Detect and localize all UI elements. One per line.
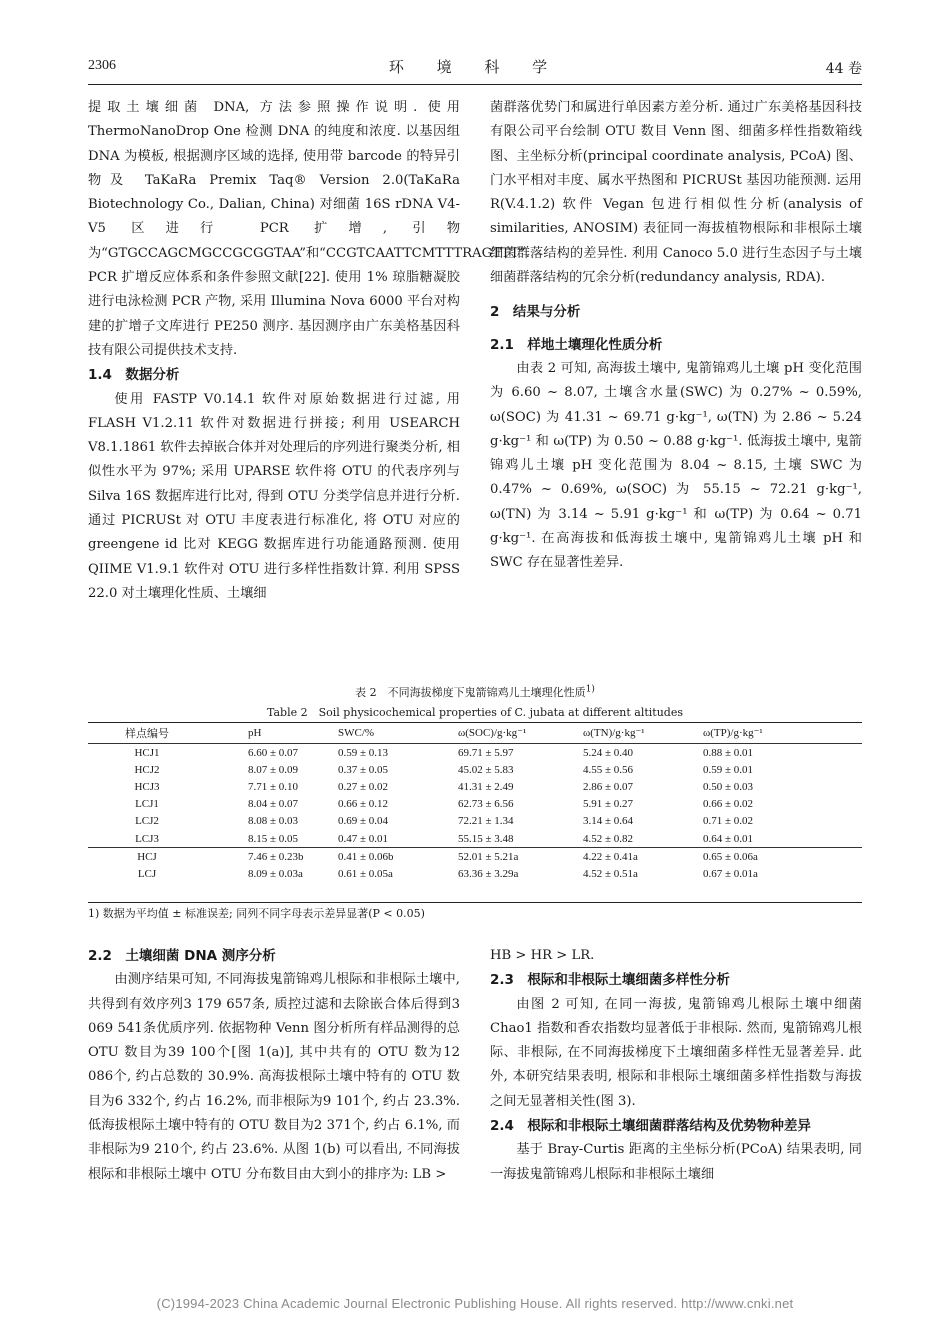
paragraph: 由测序结果可知, 不同海拔鬼箭锦鸡儿根际和非根际土壤中, 共得到有效序列3 179 657条, 质控过滤和去除嵌合体后得到3 069 541条优质序列. 依据物种 Venn 图分析所有样品测得的总 OTU 数目为39 100个[图 1(a)], 其中共有的 OTU 数为12 086个, 约占总数的 30.9%. 高海拔根际土壤中特有的 OTU 数目为6 332个, 约占 16.2%, 而非根际为9 101个, 约占 23.3%. 低海拔根际土壤中特有的 OTU 数目为2 371个, 约占 6.1%, 而非根际为9 210个, 约占 23.6%. 从图 1(b) 可以看出, 不同海拔根际和非根际土壤中 OTU 分布数目由大到小的排序为: LB > xyxy=(88,972,460,1182)
col-header-tp: ω(TP)/g·kg⁻¹ xyxy=(703,727,763,739)
table-caption-en: Table 2 Soil physicochemical properties of C. jubata at different altitudes xyxy=(267,706,683,719)
table-row: LCJ2 8.08 ± 0.03 0.69 ± 0.04 72.21 ± 1.34 3.14 ± 0.64 0.71 ± 0.02 xyxy=(135,815,754,828)
page-number: 2306 xyxy=(88,58,116,73)
paragraph: HB > HR > LR. xyxy=(490,948,595,963)
copyright-footer: (C)1994-2023 China Academic Journal Electronic Publishing House. All rights reserved. http://www.cnki.net xyxy=(156,1296,794,1311)
section-heading-2: 2 结果与分析 xyxy=(490,304,581,321)
header-rule xyxy=(88,84,862,85)
section-heading-2-2: 2.2 土壤细菌 DNA 测序分析 xyxy=(88,948,276,964)
paragraph: 提取土壤细菌 DNA, 方法参照操作说明. 使用 ThermoNanoDrop One 检测 DNA 的纯度和浓度. 以基因组 DNA 为模板, 根据测序区域的选择, 使用带 barcode 的特异引物及 TaKaRa Premix Taq® Version 2.0(TaKaRa Biotechnology Co., Dalian, China) 对细菌 16S rDNA V4-V5 区进行 PCR 扩增, 引物为“GTGCCAGCMGCCGCGGTAA”和“CCGTCAATTCMTTTRAGTTT”. PCR 扩增反应体系和条件参照文献[22]. 使用 1% 琼脂糖凝胶进行电泳检测 PCR 产物, 采用 Illumina Nova 6000 平台对构建的扩增子文库进行 PE250 测序. 基因测序由广东美格基因科技有限公司提供技术支持. xyxy=(88,100,530,358)
col-header-tn: ω(TN)/g·kg⁻¹ xyxy=(583,727,645,739)
col-header-soc: ω(SOC)/g·kg⁻¹ xyxy=(458,727,527,739)
running-header xyxy=(88,56,862,80)
table-row: HCJ 7.46 ± 0.23b 0.41 ± 0.06b 52.01 ± 5.21a 4.22 ± 0.41a 0.65 ± 0.06a xyxy=(88,848,862,866)
paragraph: 由图 2 可知, 在同一海拔, 鬼箭锦鸡儿根际土壤中细菌 Chao1 指数和香农指数均显著低于非根际. 然而, 鬼箭锦鸡儿根际、非根际, 在不同海拔梯度下土壤细菌多样性无显著差异. 此外, 本研究结果表明, 根际和非根际土壤细菌多样性指数与海拔之间无显著相关性(图 3). xyxy=(490,996,862,1109)
table-bottom-rule xyxy=(88,902,862,903)
soil-properties-table xyxy=(88,722,862,883)
table-row: LCJ3 8.15 ± 0.05 0.47 ± 0.01 55.15 ± 3.48 4.52 ± 0.82 0.64 ± 0.01 xyxy=(135,832,754,845)
left-column-lower xyxy=(88,944,460,1187)
col-header-ph: pH xyxy=(248,726,262,739)
paragraph: 使用 FASTP V0.14.1 软件对原始数据进行过滤, 用 FLASH V1.2.11 软件对数据进行拼接; 利用 USEARCH V8.1.1861 软件去掉嵌合体并对处理后的序列进行聚类分析, 相似性水平为 97%; 采用 UPARSE 软件将 OTU 的代表序列与 Silva 16S 数据库进行比对, 得到 OTU 分类学信息并进行分析. 通过 PICRUSt 对 OTU 丰度表进行标准化, 将 OTU 对应的 greengene id 比对 KEGG 数据库进行功能通路预测. 使用 QIIME V1.9.1 软件对 OTU 进行多样性指数计算. 利用 SPSS 22.0 对土壤理化性质、土壤细 xyxy=(88,391,460,601)
paragraph: 菌群落优势门和属进行单因素方差分析. 通过广东美格基因科技有限公司平台绘制 OTU 数目 Venn 图、细菌多样性指数箱线图、主坐标分析(principal coordinate analysis, PCoA) 图、门水平相对丰度、属水平热图和 PICRUSt 基因功能预测. 运用 R(V.4.1.2) 软件 Vegan 包进行相似性分析(analysis of similarities, ANOSIM) 表征同一海拔植物根际和非根际土壤细菌群落结构的差异性. 利用 Canoco 5.0 进行生态因子与土壤细菌群落结构的冗余分析(redundancy analysis, RDA). xyxy=(490,100,862,286)
paragraph: 基于 Bray-Curtis 距离的主坐标分析(PCoA) 结果表明, 同一海拔鬼箭锦鸡儿根际和非根际土壤细 xyxy=(490,1142,862,1182)
volume-label: 44 卷 xyxy=(825,61,862,77)
table-row: LCJ 8.09 ± 0.03a 0.61 ± 0.05a 63.36 ± 3.29a 4.52 ± 0.51a 0.67 ± 0.01a xyxy=(137,867,758,880)
table-row: HCJ3 7.71 ± 0.10 0.27 ± 0.02 41.31 ± 2.49 2.86 ± 0.07 0.50 ± 0.03 xyxy=(134,780,754,793)
section-heading-1-4: 1.4 数据分析 xyxy=(88,367,180,384)
journal-title: 环 境 科 学 xyxy=(388,58,562,76)
col-header-swc: SWC/% xyxy=(338,726,375,739)
right-column-upper xyxy=(490,96,862,576)
section-heading-2-1: 2.1 样地土壤理化性质分析 xyxy=(490,336,663,353)
table-row: HCJ1 6.60 ± 0.07 0.59 ± 0.13 69.71 ± 5.97 5.24 ± 0.40 0.88 ± 0.01 xyxy=(88,744,862,762)
paragraph: 由表 2 可知, 高海拔土壤中, 鬼箭锦鸡儿土壤 pH 变化范围为 6.60 ~ 8.07, 土壤含水量(SWC) 为 0.27% ~ 0.59%, ω(SOC) 为 41.31 ~ 69.71 g·kg⁻¹, ω(TN) 为 2.86 ~ 5.24 g·kg⁻¹ 和 ω(TP) 为 0.50 ~ 0.88 g·kg⁻¹. 低海拔土壤中, 鬼箭锦鸡儿土壤 pH 变化范围为 8.04 ~ 8.15, 土壤 SWC 为 0.47% ~ 0.69%, ω(SOC) 为 55.15 ~ 72.21 g·kg⁻¹, ω(TN) 为 3.14 ~ 5.91 g·kg⁻¹ 和 ω(TP) 为 0.64 ~ 0.71 g·kg⁻¹. 在高海拔和低海拔土壤中, 鬼箭锦鸡儿土壤 pH 和 SWC 存在显著性差异. xyxy=(490,360,862,571)
section-heading-2-3: 2.3 根际和非根际土壤细菌多样性分析 xyxy=(490,972,730,989)
table-caption-cn: 表 2 不同海拔梯度下鬼箭锦鸡儿土壤理化性质$^{1)}$ xyxy=(355,684,595,699)
section-heading-2-4: 2.4 根际和非根际土壤细菌群落结构及优势物种差异 xyxy=(490,1118,811,1135)
left-column-upper xyxy=(88,96,530,606)
table-footnote: 1) 数据为平均值 ± 标准误差; 同列不同字母表示差异显著(P < 0.05) xyxy=(88,907,425,920)
table-header-row xyxy=(88,722,862,744)
col-header-site: 样点编号 xyxy=(125,727,169,740)
right-column-lower xyxy=(490,944,862,1187)
table-row: HCJ2 8.07 ± 0.09 0.37 ± 0.05 45.02 ± 5.83 4.55 ± 0.56 0.59 ± 0.01 xyxy=(134,763,754,776)
table-row: LCJ1 8.04 ± 0.07 0.66 ± 0.12 62.73 ± 6.56 5.91 ± 0.27 0.66 ± 0.02 xyxy=(135,798,754,811)
